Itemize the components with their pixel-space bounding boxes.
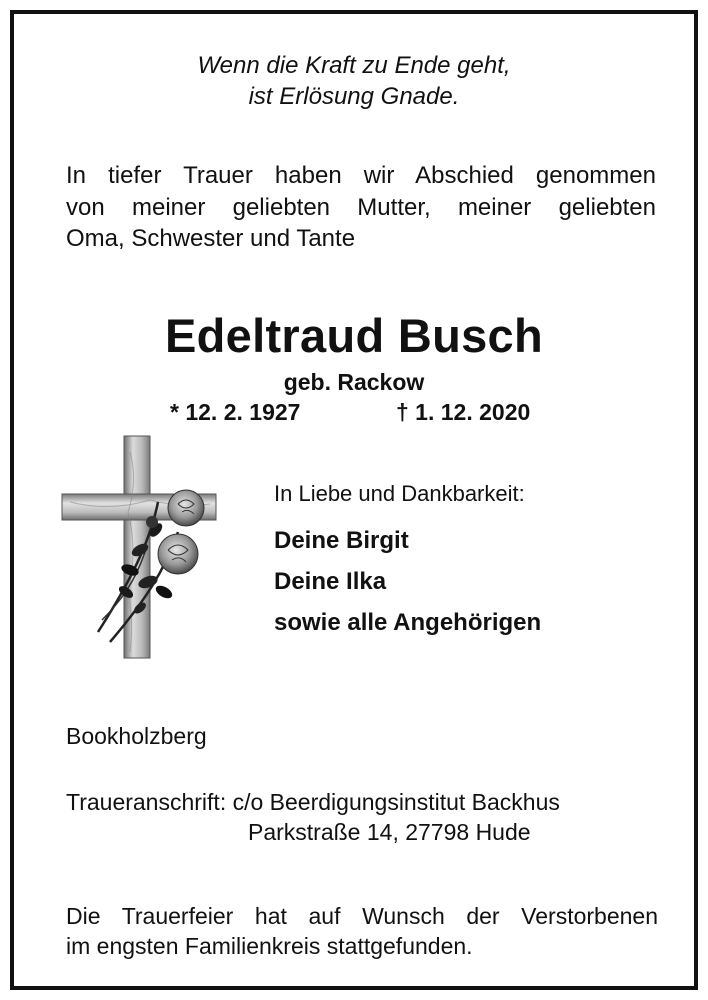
thanks-line: In Liebe und Dankbarkeit: xyxy=(274,481,525,506)
funeral-note xyxy=(66,901,658,961)
birth-date: * 12. 2. 1927 xyxy=(170,399,301,425)
death-date: † 1. 12. 2020 xyxy=(396,399,531,425)
mourning-address-line-2: Parkstraße 14, 27798 Hude xyxy=(248,819,531,845)
poem-line-2: ist Erlösung Gnade. xyxy=(248,83,460,110)
cross-with-roses-icon xyxy=(60,432,220,660)
poem-verse xyxy=(14,50,694,112)
deceased-name: Edeltraud Busch xyxy=(165,309,543,362)
mourning-address-line-1: Traueranschrift: c/o Beerdigungsinstitut Backhus xyxy=(66,789,560,815)
obituary-card xyxy=(10,10,698,990)
funeral-note-line-1: Die Trauerfeier hat auf Wunsch der Verstorbenen xyxy=(66,903,658,929)
intro-text xyxy=(66,160,656,255)
signature-2: Deine Ilka xyxy=(274,568,387,595)
poem-line-1: Wenn die Kraft zu Ende geht, xyxy=(197,52,511,79)
signature-1: Deine Birgit xyxy=(274,527,409,554)
intro-line-1: In tiefer Trauer haben wir Abschied genommen xyxy=(66,162,656,189)
maiden-name: geb. Rackow xyxy=(283,369,425,395)
signature-3: sowie alle Angehörigen xyxy=(274,609,542,636)
place-name: Bookholzberg xyxy=(66,723,207,749)
funeral-note-line-2: im engsten Familienkreis stattgefunden. xyxy=(66,933,473,959)
intro-line-2: von meiner geliebten Mutter, meiner geliebten xyxy=(66,193,656,221)
intro-line-3: Oma, Schwester und Tante xyxy=(66,225,356,252)
